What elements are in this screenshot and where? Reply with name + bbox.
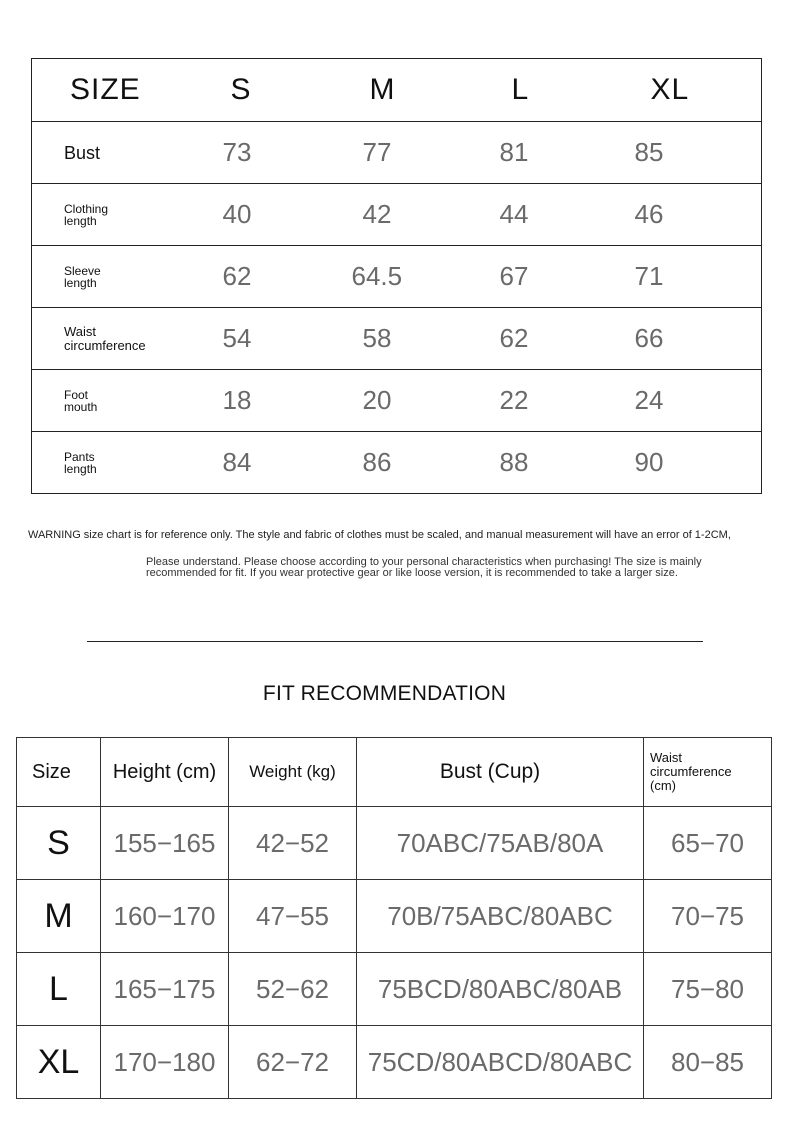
fit-header-waist: Waist circumference (cm) <box>644 738 772 807</box>
fit-bust-value: 70ABC/75AB/80A <box>357 807 644 880</box>
size-chart-cell: 46 <box>613 184 762 246</box>
fit-size-label: XL <box>17 1026 101 1099</box>
warning-note: WARNING size chart is for reference only. The style and fabric of clothes must be scaled, and manual measurement will have an error of 1-2CM, <box>28 529 731 541</box>
fit-recommendation-table <box>16 737 772 1099</box>
size-chart-cell: 18 <box>201 370 340 432</box>
fit-bust-value: 75BCD/80ABC/80AB <box>357 953 644 1026</box>
size-chart-cell: 84 <box>201 432 340 494</box>
size-chart-cell: 20 <box>340 370 478 432</box>
size-chart-header-m: M <box>340 59 478 122</box>
size-chart-cell: 81 <box>478 122 613 184</box>
size-chart-row-clothing-length <box>32 184 762 246</box>
fit-bust-value: 75CD/80ABCD/80ABC <box>357 1026 644 1099</box>
fit-height-value: 160−170 <box>101 880 229 953</box>
fit-bust-value: 70B/75ABC/80ABC <box>357 880 644 953</box>
size-chart-row-label: Foot mouth <box>32 370 201 432</box>
size-chart-row-pants-length <box>32 432 762 494</box>
size-chart-table <box>31 58 762 494</box>
fit-header-height: Height (cm) <box>101 738 229 807</box>
fit-row-s <box>17 807 772 880</box>
size-chart-cell: 62 <box>201 246 340 308</box>
fit-weight-value: 42−52 <box>229 807 357 880</box>
size-chart-row-sleeve-length <box>32 246 762 308</box>
fit-recommendation-title: FIT RECOMMENDATION <box>262 682 507 705</box>
size-chart-header-l: L <box>478 59 613 122</box>
size-chart-cell: 90 <box>613 432 762 494</box>
fit-height-value: 155−165 <box>101 807 229 880</box>
size-chart-cell: 86 <box>340 432 478 494</box>
fit-waist-value: 80−85 <box>644 1026 772 1099</box>
fit-size-label: S <box>17 807 101 880</box>
size-chart-row-label: Waist circumference <box>32 308 201 370</box>
size-chart-row-label: Clothing length <box>32 184 201 246</box>
size-chart-header-xl: XL <box>613 59 762 122</box>
size-chart-header-size: SIZE <box>32 59 201 122</box>
size-chart-cell: 54 <box>201 308 340 370</box>
fit-header-bust: Bust (Cup) <box>357 738 644 807</box>
fit-row-m <box>17 880 772 953</box>
size-chart-row-foot-mouth <box>32 370 762 432</box>
size-chart-cell: 42 <box>340 184 478 246</box>
size-chart-cell: 58 <box>340 308 478 370</box>
size-chart-cell: 44 <box>478 184 613 246</box>
fit-weight-value: 62−72 <box>229 1026 357 1099</box>
size-chart-cell: 73 <box>201 122 340 184</box>
fit-size-label: L <box>17 953 101 1026</box>
fit-weight-value: 52−62 <box>229 953 357 1026</box>
size-chart-header-s: S <box>201 59 340 122</box>
fit-advice-note: Please understand. Please choose according to your personal characteristics when purchasing! The size is mainly recommended for fit. If you wear protective gear or like loose version, it is recommended to take a larger size. <box>146 556 702 579</box>
size-chart-row-bust <box>32 122 762 184</box>
fit-waist-value: 70−75 <box>644 880 772 953</box>
size-chart-cell: 62 <box>478 308 613 370</box>
fit-header-size: Size <box>17 738 101 807</box>
fit-row-l <box>17 953 772 1026</box>
fit-row-xl <box>17 1026 772 1099</box>
size-chart-cell: 64.5 <box>340 246 478 308</box>
size-chart-cell: 66 <box>613 308 762 370</box>
size-chart-row-waist-circumference <box>32 308 762 370</box>
fit-waist-value: 65−70 <box>644 807 772 880</box>
fit-header-weight: Weight (kg) <box>229 738 357 807</box>
size-chart-header-row <box>32 59 762 122</box>
size-chart-cell: 77 <box>340 122 478 184</box>
fit-height-value: 165−175 <box>101 953 229 1026</box>
fit-height-value: 170−180 <box>101 1026 229 1099</box>
fit-header-row <box>17 738 772 807</box>
size-chart-row-label: Bust <box>32 122 201 184</box>
size-chart-row-label: Sleeve length <box>32 246 201 308</box>
size-chart-cell: 24 <box>613 370 762 432</box>
section-divider <box>87 641 703 642</box>
size-chart-cell: 40 <box>201 184 340 246</box>
size-chart-cell: 67 <box>478 246 613 308</box>
size-chart-cell: 85 <box>613 122 762 184</box>
fit-waist-value: 75−80 <box>644 953 772 1026</box>
size-chart-cell: 88 <box>478 432 613 494</box>
size-chart-cell: 22 <box>478 370 613 432</box>
size-chart-row-label: Pants length <box>32 432 201 494</box>
fit-weight-value: 47−55 <box>229 880 357 953</box>
size-chart-cell: 71 <box>613 246 762 308</box>
fit-size-label: M <box>17 880 101 953</box>
